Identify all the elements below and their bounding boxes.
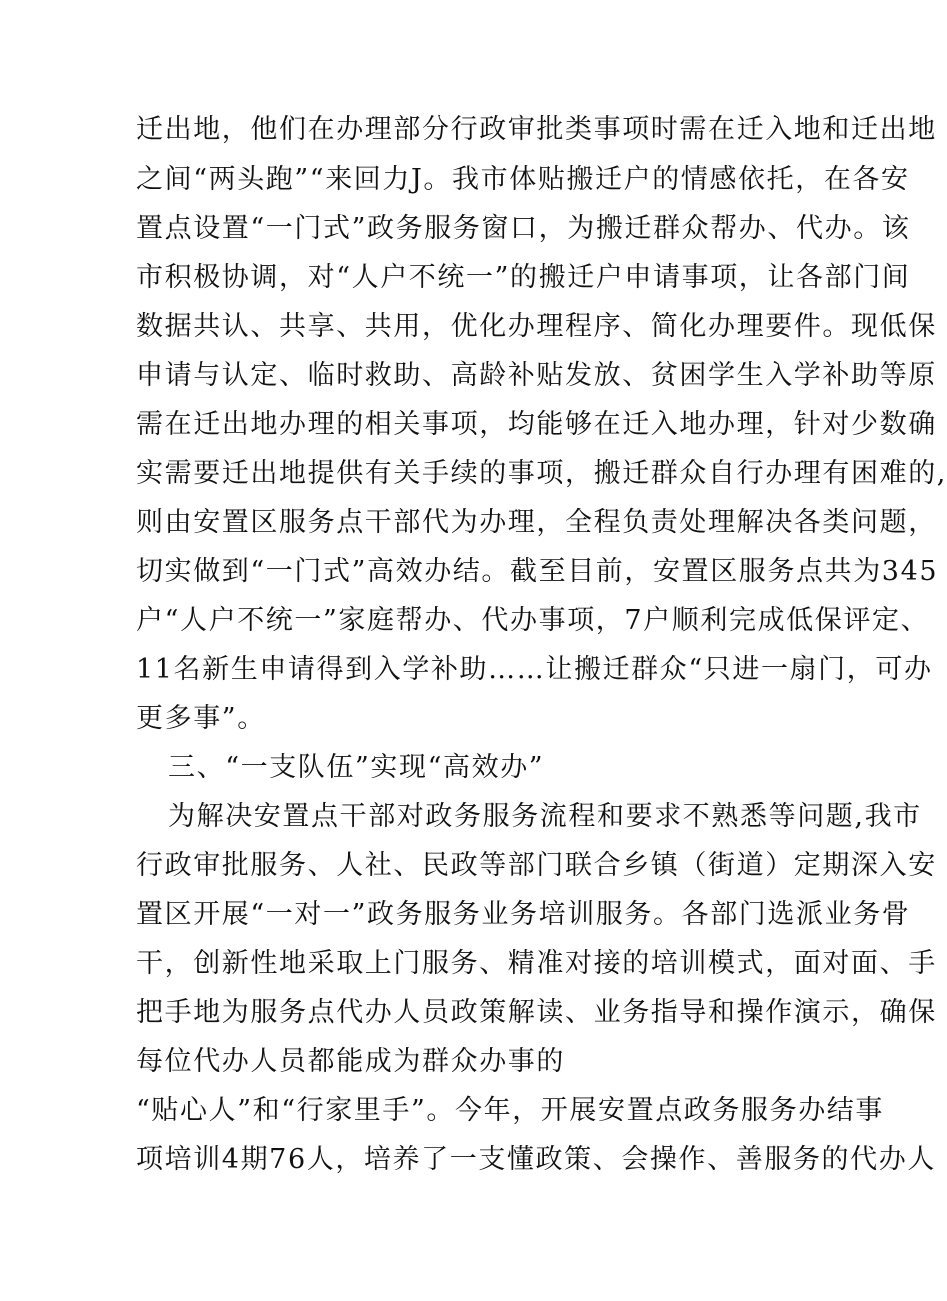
paragraph-line: 为解决安置点干部对政务服务流程和要求不熟悉等问题,我市 bbox=[168, 801, 922, 832]
paragraph-line: 行政审批服务、人社、民政等部门联合乡镇（街道）定期深入安 bbox=[136, 850, 937, 881]
paragraph-line: 置区开展“一对一”政务服务业务培训服务。各部门选派业务骨 bbox=[136, 899, 911, 930]
paragraph-line: 项培训4期76人，培养了一支懂政策、会操作、善服务的代办人 bbox=[136, 1144, 936, 1175]
paragraph-line: 把手地为服务点代办人员政策解读、业务指导和操作演示，确保 bbox=[136, 997, 937, 1028]
paragraph-line: 市积极协调，对“人户不统一”的搬迁户申请事项，让各部门间 bbox=[136, 262, 911, 293]
paragraph-line: 迁出地，他们在办理部分行政审批类事项时需在迁入地和迁出地 bbox=[136, 114, 937, 145]
paragraph-line: 实需要迁出地提供有关手续的事项，搬迁群众自行办理有困难的, bbox=[136, 458, 947, 489]
paragraph-line: 则由安置区服务点干部代为办理，全程负责处理解决各类问题， bbox=[136, 507, 937, 538]
section-heading: 三、“一支队伍”实现“高效办” bbox=[168, 752, 545, 783]
paragraph-line: 更多事”。 bbox=[136, 703, 266, 734]
paragraph-line: 干，创新性地采取上门服务、精准对接的培训模式，面对面、手 bbox=[136, 948, 937, 979]
paragraph-line: 置点设置“一门式”政务服务窗口，为搬迁群众帮办、代办。该 bbox=[136, 213, 911, 244]
paragraph-line: 每位代办人员都能成为群众办事的 bbox=[136, 1046, 565, 1077]
paragraph-line: 申请与认定、临时救助、高龄补贴发放、贫困学生入学补助等原 bbox=[136, 360, 937, 391]
paragraph-line: 数据共认、共享、共用，优化办理程序、简化办理要件。现低保 bbox=[136, 311, 937, 342]
paragraph-line: 户“人户不统一”家庭帮办、代办事项，7户顺利完成低保评定、 bbox=[136, 605, 930, 636]
paragraph-line: 11名新生申请得到入学补助……让搬迁群众“只进一扇门，可办 bbox=[136, 654, 933, 685]
paragraph-line: “贴心人”和“行家里手”。今年，开展安置点政务服务办结事 bbox=[136, 1095, 885, 1126]
paragraph-line: 切实做到“一门式”高效办结。截至目前，安置区服务点共为345 bbox=[136, 556, 939, 587]
paragraph-line: 之间“两头跑”“来回力J。我市体贴搬迁户的情感依托，在各安 bbox=[136, 164, 910, 195]
paragraph-line: 需在迁出地办理的相关事项，均能够在迁入地办理，针对少数确 bbox=[136, 409, 937, 440]
